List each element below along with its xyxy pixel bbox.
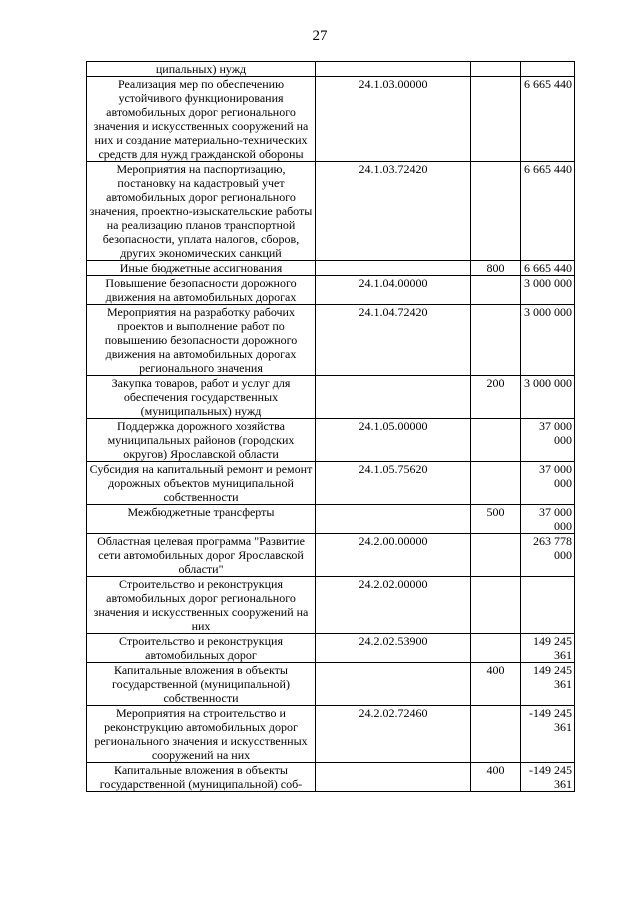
- row-name-cell: Поддержка дорожного хозяйства муниципальных районов (городских округов) Ярославской области: [87, 419, 316, 462]
- table-row: [87, 534, 575, 577]
- row-name-cell: ципальных) нужд: [87, 62, 316, 77]
- table-row: [87, 77, 575, 162]
- row-sum-cell: -149 245 361: [521, 763, 575, 792]
- row-code-cell: 24.1.04.00000: [316, 276, 471, 305]
- row-type-cell: [471, 305, 521, 376]
- table-row: [87, 634, 575, 663]
- row-type-cell: [471, 62, 521, 77]
- row-name-cell: Повышение безопасности дорожного движения на автомобильных дорогах: [87, 276, 316, 305]
- row-code-cell: [316, 505, 471, 534]
- row-name-cell: Строительство и реконструкция автомобильных дорог: [87, 634, 316, 663]
- row-sum-cell: 263 778 000: [521, 534, 575, 577]
- row-type-cell: [471, 577, 521, 634]
- row-name-cell: Капитальные вложения в объекты государственной (муниципальной) собственности: [87, 663, 316, 706]
- table-row: [87, 763, 575, 792]
- row-name-cell: Мероприятия на разработку рабочих проектов и выполнение работ по повышению безопасности дорожного движения на автомобильных дорогах регионального значения: [87, 305, 316, 376]
- table-row: [87, 462, 575, 505]
- row-sum-cell: 37 000 000: [521, 505, 575, 534]
- table-row: [87, 261, 575, 276]
- table-row: [87, 706, 575, 763]
- row-name-cell: Мероприятия на паспортизацию, постановку на кадастровый учет автомобильных дорог регионального значения, проектно-изыскательские работы на реализацию планов транспортной безопасности, уплата налогов, сборов, других экономических санкций: [87, 162, 316, 261]
- row-type-cell: 400: [471, 663, 521, 706]
- row-sum-cell: 3 000 000: [521, 276, 575, 305]
- row-sum-cell: [521, 577, 575, 634]
- page-number: 27: [312, 28, 328, 44]
- row-sum-cell: [521, 62, 575, 77]
- row-type-cell: 200: [471, 376, 521, 419]
- table-row: [87, 663, 575, 706]
- table-row: [87, 505, 575, 534]
- row-type-cell: [471, 534, 521, 577]
- row-type-cell: [471, 706, 521, 763]
- table-row: [87, 376, 575, 419]
- row-type-cell: [471, 276, 521, 305]
- row-name-cell: Строительство и реконструкция автомобильных дорог регионального значения и искусственных сооружений на них: [87, 577, 316, 634]
- table-row: [87, 62, 575, 77]
- row-sum-cell: 3 000 000: [521, 305, 575, 376]
- row-code-cell: 24.2.00.00000: [316, 534, 471, 577]
- row-code-cell: 24.2.02.00000: [316, 577, 471, 634]
- row-name-cell: Мероприятия на строительство и реконструкцию автомобильных дорог регионального значения и искусственных сооружений на них: [87, 706, 316, 763]
- row-sum-cell: 149 245 361: [521, 663, 575, 706]
- table-row: [87, 305, 575, 376]
- table-row: [87, 276, 575, 305]
- row-sum-cell: 149 245 361: [521, 634, 575, 663]
- row-code-cell: [316, 261, 471, 276]
- row-sum-cell: 37 000 000: [521, 462, 575, 505]
- row-code-cell: 24.1.04.72420: [316, 305, 471, 376]
- row-type-cell: [471, 77, 521, 162]
- row-name-cell: Капитальные вложения в объекты государственной (муниципальной) соб-: [87, 763, 316, 792]
- row-type-cell: [471, 419, 521, 462]
- row-sum-cell: 3 000 000: [521, 376, 575, 419]
- row-name-cell: Иные бюджетные ассигнования: [87, 261, 316, 276]
- row-type-cell: [471, 462, 521, 505]
- table-row: [87, 162, 575, 261]
- budget-table: [86, 61, 575, 792]
- row-code-cell: [316, 376, 471, 419]
- row-code-cell: 24.1.05.75620: [316, 462, 471, 505]
- row-sum-cell: 37 000 000: [521, 419, 575, 462]
- row-name-cell: Областная целевая программа "Развитие сети автомобильных дорог Ярославской области": [87, 534, 316, 577]
- row-name-cell: Реализация мер по обеспечению устойчивого функционирования автомобильных дорог регионального значения и искусственных сооружений на них и создание материально-технических средств для нужд гражданской обороны: [87, 77, 316, 162]
- row-code-cell: [316, 663, 471, 706]
- row-code-cell: 24.1.03.72420: [316, 162, 471, 261]
- row-code-cell: 24.2.02.53900: [316, 634, 471, 663]
- row-name-cell: Межбюджетные трансферты: [87, 505, 316, 534]
- row-code-cell: [316, 763, 471, 792]
- row-type-cell: [471, 162, 521, 261]
- row-type-cell: 400: [471, 763, 521, 792]
- row-code-cell: 24.2.02.72460: [316, 706, 471, 763]
- row-sum-cell: -149 245 361: [521, 706, 575, 763]
- table-row: [87, 577, 575, 634]
- row-type-cell: 500: [471, 505, 521, 534]
- row-code-cell: 24.1.05.00000: [316, 419, 471, 462]
- row-sum-cell: 6 665 440: [521, 162, 575, 261]
- row-sum-cell: 6 665 440: [521, 77, 575, 162]
- row-type-cell: 800: [471, 261, 521, 276]
- row-name-cell: Субсидия на капитальный ремонт и ремонт дорожных объектов муниципальной собственности: [87, 462, 316, 505]
- row-code-cell: [316, 62, 471, 77]
- row-sum-cell: 6 665 440: [521, 261, 575, 276]
- row-code-cell: 24.1.03.00000: [316, 77, 471, 162]
- budget-table-body: [87, 62, 575, 792]
- row-name-cell: Закупка товаров, работ и услуг для обеспечения государственных (муниципальных) нужд: [87, 376, 316, 419]
- row-type-cell: [471, 634, 521, 663]
- table-row: [87, 419, 575, 462]
